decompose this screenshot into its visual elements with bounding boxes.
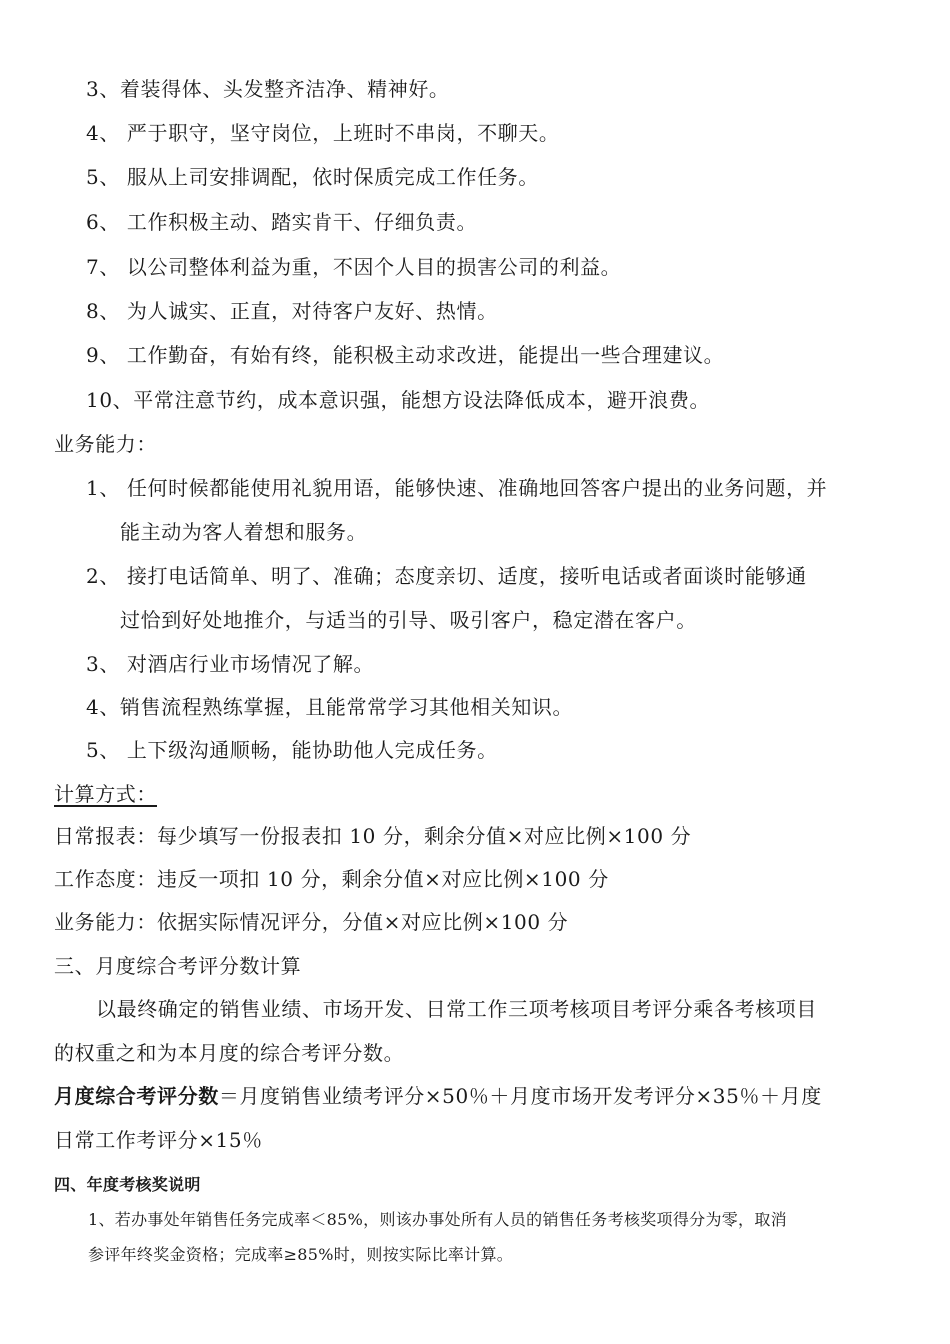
business-item-2-cont: 过恰到好处地推介，与适当的引导、吸引客户，稳定潜在客户。 — [120, 608, 697, 632]
business-heading: 业务能力： — [54, 432, 157, 456]
calc-work-attitude: 工作态度：违反一项扣 10 分，剩余分值×对应比例×100 分 — [54, 867, 609, 891]
calc-heading: 计算方式： — [54, 782, 157, 806]
attitude-item-8: 8、 为人诚实、正直，对待客户友好、热情。 — [86, 299, 498, 323]
attitude-item-7: 7、 以公司整体利益为重，不因个人目的损害公司的利益。 — [86, 255, 622, 279]
business-item-4: 4、销售流程熟练掌握，且能常常学习其他相关知识。 — [86, 695, 574, 719]
attitude-item-9: 9、 工作勤奋，有始有终，能积极主动求改进，能提出一些合理建议。 — [86, 343, 725, 367]
attitude-item-10: 10、平常注意节约，成本意识强，能想方设法降低成本，避开浪费。 — [86, 388, 711, 412]
business-item-3: 3、 对酒店行业市场情况了解。 — [86, 652, 375, 676]
section3-heading: 三、月度综合考评分数计算 — [54, 954, 302, 978]
section4-item1-line1: 1、若办事处年销售任务完成率＜85%，则该办事处所有人员的销售任务考核奖项得分为零，取消 — [88, 1210, 787, 1229]
attitude-item-6: 6、 工作积极主动、踏实肯干、仔细负责。 — [86, 210, 478, 234]
business-item-5: 5、 上下级沟通顺畅，能协助他人完成任务。 — [86, 738, 498, 762]
attitude-item-4: 4、 严于职守，坚守岗位，上班时不串岗，不聊天。 — [86, 121, 560, 145]
attitude-item-3: 3、着装得体、头发整齐洁净、精神好。 — [86, 77, 450, 101]
formula-line1 — [54, 1083, 822, 1109]
section3-paragraph-line2: 的权重之和为本月度的综合考评分数。 — [54, 1041, 405, 1065]
formula-line2: 日常工作考评分×15％ — [54, 1128, 263, 1152]
section4-heading: 四、年度考核奖说明 — [54, 1175, 201, 1194]
calc-business-ability: 业务能力：依据实际情况评分，分值×对应比例×100 分 — [54, 910, 569, 934]
formula-term: 月度综合考评分数 — [54, 1084, 219, 1108]
formula-expression: ＝月度销售业绩考评分×50％＋月度市场开发考评分×35％＋月度 — [218, 1084, 822, 1108]
attitude-item-5: 5、 服从上司安排调配，依时保质完成工作任务。 — [86, 165, 539, 189]
business-item-1: 1、 任何时候都能使用礼貌用语，能够快速、准确地回答客户提出的业务问题，并 — [86, 476, 828, 500]
business-item-1-cont: 能主动为客人着想和服务。 — [120, 520, 368, 544]
calc-daily-report: 日常报表：每少填写一份报表扣 10 分，剩余分值×对应比例×100 分 — [54, 824, 692, 848]
business-item-2: 2、 接打电话简单、明了、准确；态度亲切、适度，接听电话或者面谈时能够通 — [86, 564, 807, 588]
section4-item1-line2: 参评年终奖金资格；完成率≥85%时，则按实际比率计算。 — [88, 1245, 514, 1264]
section3-paragraph-line1: 以最终确定的销售业绩、市场开发、日常工作三项考核项目考评分乘各考核项目 — [96, 997, 817, 1021]
